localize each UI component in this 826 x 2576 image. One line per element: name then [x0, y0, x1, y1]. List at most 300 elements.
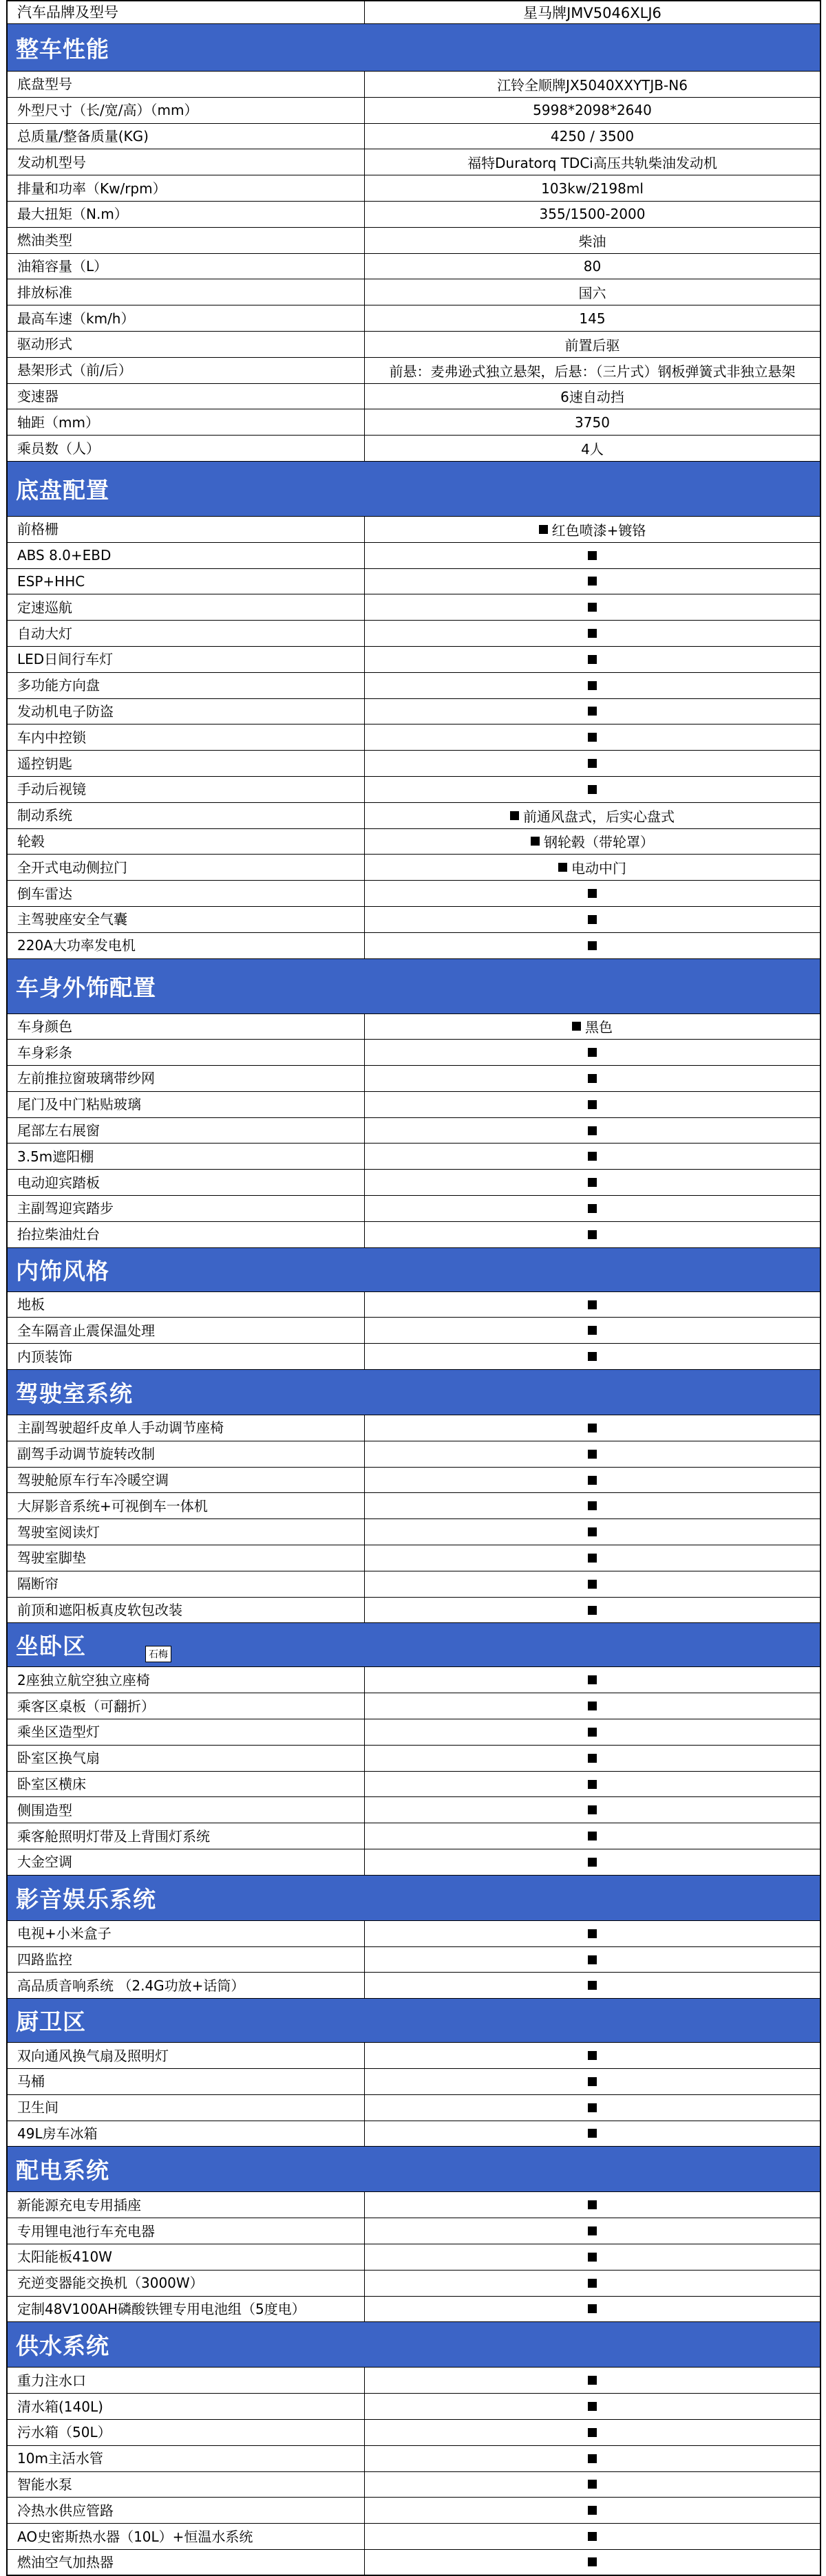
spec-label: 排量和功率（Kw/rpm）: [8, 175, 365, 201]
section-header: [8, 1999, 821, 2043]
spec-value-cell: [365, 332, 821, 357]
spec-row: [8, 907, 821, 933]
included-mark-icon: [588, 1554, 597, 1563]
spec-value: [588, 577, 597, 586]
spec-value-cell: [365, 1196, 821, 1221]
included-mark-icon: [588, 1152, 597, 1161]
included-mark-icon: [588, 1230, 597, 1239]
spec-label: 冷热水供应管路: [8, 2498, 365, 2523]
spec-label: 内顶装饰: [8, 1344, 365, 1369]
spec-value: [588, 707, 597, 716]
spec-value-cell: [365, 1493, 821, 1518]
section-title: 供水系统: [16, 2332, 109, 2360]
spec-value-cell: [365, 409, 821, 435]
spec-label: 3.5m遮阳棚: [8, 1144, 365, 1169]
spec-label: 定制48V100AH磷酸铁锂专用电池组（5度电）: [8, 2297, 365, 2322]
spec-label: 驾驶室阅读灯: [8, 1519, 365, 1545]
spec-value-text: 柴油: [578, 233, 606, 250]
spec-value-cell: [365, 1519, 821, 1545]
floating-note: 石梅: [145, 1646, 171, 1662]
included-mark-icon: [588, 2532, 597, 2541]
spec-value: [588, 1326, 597, 1335]
spec-label: 全开式电动侧拉门: [8, 855, 365, 880]
spec-label: 专用锂电池行车充电器: [8, 2218, 365, 2244]
spec-label: 副驾手动调节旋转改制: [8, 1441, 365, 1467]
spec-value: [588, 681, 597, 690]
spec-row: [8, 2446, 821, 2472]
spec-value-text: 国六: [578, 285, 606, 302]
spec-value: [588, 1048, 597, 1057]
included-mark-icon: [588, 1300, 597, 1309]
spec-value-cell: [365, 1823, 821, 1849]
spec-label: 最大扭矩（N.m）: [8, 202, 365, 227]
section-title: 厨卫区: [16, 2008, 86, 2036]
spec-value-cell: [365, 594, 821, 620]
spec-row: [8, 1292, 821, 1318]
included-mark-icon: [588, 2557, 597, 2566]
spec-value: [588, 785, 597, 794]
spec-row: [8, 1921, 821, 1947]
spec-value-cell: [365, 569, 821, 594]
spec-value-cell: [365, 1222, 821, 1247]
spec-label: 最高车速（km/h）: [8, 305, 365, 331]
spec-value: [588, 1780, 597, 1789]
spec-value: [588, 1501, 597, 1510]
spec-value: [584, 258, 601, 275]
header-value: 星马牌JMV5046XLJ6: [365, 1, 821, 23]
included-mark-icon: [588, 1178, 597, 1187]
spec-value-cell: [365, 1344, 821, 1369]
spec-value: [575, 414, 610, 431]
included-mark-icon: [588, 2279, 597, 2288]
spec-value-cell: [365, 2472, 821, 2498]
spec-value-cell: [365, 2550, 821, 2575]
spec-value-text: 前通风盘式，后实心盘式: [523, 808, 675, 825]
spec-value-cell: [365, 124, 821, 149]
spec-label: 驾驶舱原车行车冷暖空调: [8, 1468, 365, 1493]
spec-row: [8, 2192, 821, 2218]
spec-value-text: 355/1500-2000: [539, 206, 646, 223]
spec-value-cell: [365, 228, 821, 253]
spec-label: 乘客区桌板（可翻折）: [8, 1693, 365, 1719]
spec-row: [8, 72, 821, 98]
spec-value-cell: [365, 149, 821, 175]
spec-label: 油箱容量（L）: [8, 254, 365, 279]
spec-value: [588, 1300, 597, 1309]
spec-value: [581, 438, 604, 458]
spec-label: 倒车雷达: [8, 881, 365, 906]
spec-value-text: 5998*2098*2640: [533, 102, 652, 119]
spec-value-cell: [365, 1118, 821, 1144]
included-mark-icon: [588, 1805, 597, 1814]
spec-label: 太阳能板410W: [8, 2244, 365, 2270]
spec-row: [8, 2550, 821, 2576]
spec-value-cell: [365, 72, 821, 97]
spec-value-cell: [365, 2394, 821, 2419]
spec-row: [8, 1222, 821, 1248]
included-mark-icon: [588, 1580, 597, 1589]
spec-value-cell: [365, 2368, 821, 2393]
included-mark-icon: [588, 1675, 597, 1684]
spec-value: [588, 1606, 597, 1615]
spec-value: [588, 1476, 597, 1485]
spec-label: 主副驾迎宾踏步: [8, 1196, 365, 1221]
spec-value-cell: [365, 1571, 821, 1597]
included-mark-icon: [588, 1501, 597, 1510]
spec-label: 马桶: [8, 2069, 365, 2094]
included-mark-icon: [588, 941, 597, 950]
spec-value-cell: [365, 2192, 821, 2218]
spec-row: [8, 175, 821, 202]
spec-row: [8, 149, 821, 175]
spec-row: [8, 2498, 821, 2524]
spec-value: [588, 2226, 597, 2235]
spec-row: [8, 1849, 821, 1876]
spec-label: 手动后视镜: [8, 777, 365, 802]
spec-label: 发动机电子防盗: [8, 699, 365, 724]
included-mark-icon: [588, 2077, 597, 2086]
included-mark-icon: [588, 759, 597, 768]
spec-label: 电动迎宾踏板: [8, 1170, 365, 1195]
spec-value-cell: [365, 279, 821, 305]
spec-label: ESP+HHC: [8, 569, 365, 594]
spec-value: [588, 1580, 597, 1589]
spec-value: [588, 1554, 597, 1563]
included-mark-icon: [588, 1728, 597, 1737]
included-mark-icon: [588, 2402, 597, 2411]
spec-row: [8, 2297, 821, 2323]
spec-value-cell: [365, 175, 821, 201]
spec-row: [8, 1571, 821, 1598]
section-header: [8, 2322, 821, 2368]
spec-label: 底盘型号: [8, 72, 365, 97]
spec-value-cell: [365, 2446, 821, 2471]
included-mark-icon: [588, 1955, 597, 1964]
spec-value-text: 电动中门: [571, 860, 626, 877]
spec-label: 车身彩条: [8, 1040, 365, 1065]
spec-value: [588, 2051, 597, 2060]
section-header: [8, 2147, 821, 2192]
spec-value-cell: [365, 1797, 821, 1823]
spec-row: [8, 1066, 821, 1092]
spec-value: [588, 2506, 597, 2515]
spec-row: [8, 2472, 821, 2498]
spec-value-cell: [365, 647, 821, 672]
spec-label: 总质量/整备质量(KG): [8, 124, 365, 149]
spec-row: [8, 279, 821, 305]
spec-value-cell: [365, 2498, 821, 2523]
spec-value-cell: [365, 1667, 821, 1693]
spec-value-cell: [365, 2218, 821, 2244]
spec-row: [8, 436, 821, 462]
spec-value: [588, 1675, 597, 1684]
spec-value: [467, 152, 717, 172]
spec-row: [8, 1344, 821, 1370]
spec-label: 智能水泵: [8, 2472, 365, 2498]
spec-value-text: 3750: [575, 414, 610, 431]
spec-label: 轴距（mm）: [8, 409, 365, 435]
spec-value: [588, 733, 597, 742]
spec-row: [8, 1170, 821, 1196]
spec-label: 乘坐区造型灯: [8, 1719, 365, 1745]
spec-value: [588, 1450, 597, 1459]
spec-value: [588, 2129, 597, 2138]
spec-row: [8, 724, 821, 751]
spec-row: [8, 1014, 821, 1040]
spec-label: LED日间行车灯: [8, 647, 365, 672]
spec-label: 发动机型号: [8, 149, 365, 175]
spec-value: [588, 2279, 597, 2288]
spec-label: ABS 8.0+EBD: [8, 543, 365, 568]
spec-label: 车身颜色: [8, 1014, 365, 1040]
spec-value-cell: [365, 384, 821, 409]
spec-label: 大金空调: [8, 1849, 365, 1875]
spec-value-cell: [365, 2043, 821, 2068]
section-header: [8, 462, 821, 517]
spec-value-cell: [365, 699, 821, 724]
spec-value: [588, 1230, 597, 1239]
spec-label: 卧室区横床: [8, 1772, 365, 1797]
spec-value: [588, 629, 597, 638]
included-mark-icon: [588, 681, 597, 690]
spec-value: [588, 1527, 597, 1536]
included-mark-icon: [588, 2304, 597, 2313]
spec-row: [8, 98, 821, 124]
spec-value: [540, 206, 646, 222]
spec-value-cell: [365, 254, 821, 279]
spec-value: [551, 128, 634, 144]
spec-row: [8, 829, 821, 855]
spec-row: [8, 2271, 821, 2297]
spec-value: [588, 1178, 597, 1187]
spec-row: [8, 332, 821, 358]
spec-value-cell: [365, 1772, 821, 1797]
spec-value: [539, 519, 646, 539]
spec-label: 车内中控锁: [8, 724, 365, 750]
spec-label: 定速巡航: [8, 594, 365, 620]
spec-row: [8, 1693, 821, 1719]
spec-label: 左前推拉窗玻璃带纱网: [8, 1066, 365, 1091]
spec-value-cell: [365, 1144, 821, 1169]
spec-value-text: 4人: [581, 441, 604, 458]
spec-row: [8, 1947, 821, 1973]
spec-label: 220A大功率发电机: [8, 933, 365, 958]
spec-label: 污水箱（50L）: [8, 2420, 365, 2445]
spec-label: 前格栅: [8, 517, 365, 542]
spec-value-cell: [365, 2420, 821, 2445]
spec-value: [579, 310, 605, 327]
spec-value-cell: [365, 1468, 821, 1493]
spec-row: [8, 228, 821, 254]
spec-value-cell: [365, 855, 821, 880]
included-mark-icon: [588, 2376, 597, 2385]
included-mark-icon: [588, 1780, 597, 1789]
spec-value: [588, 1702, 597, 1710]
included-mark-icon: [588, 1606, 597, 1615]
spec-label: 驱动形式: [8, 332, 365, 357]
spec-row: [8, 777, 821, 803]
spec-row: [8, 647, 821, 673]
spec-row: [8, 621, 821, 647]
spec-row: [8, 124, 821, 150]
spec-value: [588, 551, 597, 560]
spec-value-cell: [365, 1719, 821, 1745]
spec-row: [8, 1118, 821, 1144]
included-mark-icon: [588, 1126, 597, 1135]
spec-value: [588, 1728, 597, 1737]
spec-value-text: 103kw/2198ml: [541, 180, 644, 197]
spec-label: 新能源充电专用插座: [8, 2192, 365, 2218]
spec-label: 变速器: [8, 384, 365, 409]
spec-label: 遥控钥匙: [8, 751, 365, 776]
spec-row: [8, 881, 821, 907]
spec-row: [8, 933, 821, 959]
spec-value-cell: [365, 202, 821, 227]
included-mark-icon: [588, 1352, 597, 1361]
spec-value: [560, 386, 624, 406]
included-mark-icon: [588, 733, 597, 742]
spec-value-cell: [365, 1441, 821, 1467]
spec-label: 侧围造型: [8, 1797, 365, 1823]
included-mark-icon: [588, 1204, 597, 1213]
spec-row: [8, 1746, 821, 1772]
spec-row: [8, 1797, 821, 1823]
spec-value-cell: [365, 2271, 821, 2296]
spec-label: 主副驾驶超纤皮单人手动调节座椅: [8, 1415, 365, 1441]
spec-value: [588, 1074, 597, 1083]
spec-row: [8, 305, 821, 332]
spec-value-cell: [365, 305, 821, 331]
spec-value-cell: [365, 517, 821, 542]
spec-value: [588, 1754, 597, 1763]
spec-value: [588, 2376, 597, 2385]
spec-value-cell: [365, 1849, 821, 1875]
spec-value-cell: [365, 2524, 821, 2549]
spec-row: [8, 1468, 821, 1494]
included-mark-icon: [588, 915, 597, 924]
spec-value-text: 145: [579, 310, 606, 327]
spec-value: [588, 1100, 597, 1109]
spec-value-text: 80: [583, 257, 602, 275]
spec-label: 双向通风换气扇及照明灯: [8, 2043, 365, 2068]
included-mark-icon: [588, 1476, 597, 1485]
spec-value: [588, 1981, 597, 1990]
sections-container: [8, 24, 821, 2576]
spec-label: 隔断帘: [8, 1571, 365, 1597]
spec-row: [8, 2043, 821, 2069]
included-mark-icon: [588, 1048, 597, 1057]
spec-row: [8, 1545, 821, 1571]
spec-value: [541, 180, 644, 197]
spec-value-cell: [365, 1066, 821, 1091]
spec-value-cell: [365, 1170, 821, 1195]
spec-row: [8, 2244, 821, 2271]
included-mark-icon: [588, 1702, 597, 1710]
spec-value-cell: [365, 2244, 821, 2270]
spec-row: [8, 1441, 821, 1468]
spec-value-cell: [365, 1598, 821, 1623]
spec-value-cell: [365, 1746, 821, 1771]
spec-row: [8, 751, 821, 777]
spec-value-cell: [365, 2297, 821, 2322]
spec-value-text: 黑色: [585, 1019, 613, 1036]
spec-value: [588, 759, 597, 768]
spec-value-cell: [365, 907, 821, 932]
spec-label: 卫生间: [8, 2095, 365, 2121]
spec-value: [588, 603, 597, 612]
spec-value: [588, 2454, 597, 2463]
included-mark-icon: [588, 629, 597, 638]
spec-row: [8, 673, 821, 699]
included-mark-icon: [510, 811, 519, 820]
spec-value: [588, 2402, 597, 2411]
spec-label: 全车隔音止震保温处理: [8, 1318, 365, 1343]
spec-value: [588, 915, 597, 924]
spec-row: [8, 1196, 821, 1222]
spec-value-text: 6速自动挡: [560, 389, 624, 406]
spec-value-cell: [365, 751, 821, 776]
spec-row: [8, 254, 821, 280]
spec-value-cell: [365, 673, 821, 698]
spec-row: [8, 1318, 821, 1344]
spec-row: [8, 1415, 821, 1441]
included-mark-icon: [588, 2200, 597, 2209]
section-title: 车身外饰配置: [16, 974, 156, 1001]
section-title: 底盘配置: [16, 476, 109, 504]
section-header: [8, 1876, 821, 1921]
spec-label: 地板: [8, 1292, 365, 1318]
spec-label: 外型尺寸（长/宽/高）（mm）: [8, 98, 365, 123]
spec-row: [8, 1772, 821, 1798]
spec-label: 卧室区换气扇: [8, 1746, 365, 1771]
spec-value: [579, 230, 606, 250]
spec-value: [497, 74, 688, 94]
spec-value-cell: [365, 98, 821, 123]
spec-value-cell: [365, 1318, 821, 1343]
spec-row: [8, 1598, 821, 1624]
spec-value-cell: [365, 777, 821, 802]
spec-row: [8, 2121, 821, 2147]
spec-value: [588, 1126, 597, 1135]
spec-label: 乘客舱照明灯带及上背围灯系统: [8, 1823, 365, 1849]
included-mark-icon: [572, 1022, 581, 1031]
spec-row: [8, 1973, 821, 1999]
spec-value-cell: [365, 621, 821, 646]
spec-label: 大屏影音系统+可视倒车一体机: [8, 1493, 365, 1518]
spec-label: 抬拉柴油灶台: [8, 1222, 365, 1247]
spec-value: [588, 889, 597, 898]
spec-value: [588, 2557, 597, 2566]
spec-row: [8, 1519, 821, 1545]
section-header: [8, 24, 821, 72]
spec-row: [8, 2095, 821, 2121]
spec-row: [8, 1719, 821, 1746]
spec-label: 燃油空气加热器: [8, 2550, 365, 2575]
header-label: 汽车品牌及型号: [8, 1, 365, 23]
included-mark-icon: [588, 2051, 597, 2060]
included-mark-icon: [588, 2103, 597, 2112]
spec-value-cell: [365, 933, 821, 958]
spec-label: 四路监控: [8, 1947, 365, 1973]
spec-row: [8, 202, 821, 228]
section-title: 内饰风格: [16, 1257, 109, 1285]
spec-row: [8, 2524, 821, 2550]
spec-sheet: [6, 0, 821, 2576]
spec-label: 乘员数（人）: [8, 436, 365, 461]
spec-value: [588, 2428, 597, 2437]
spec-value: [533, 102, 652, 118]
section-header: [8, 1623, 821, 1667]
